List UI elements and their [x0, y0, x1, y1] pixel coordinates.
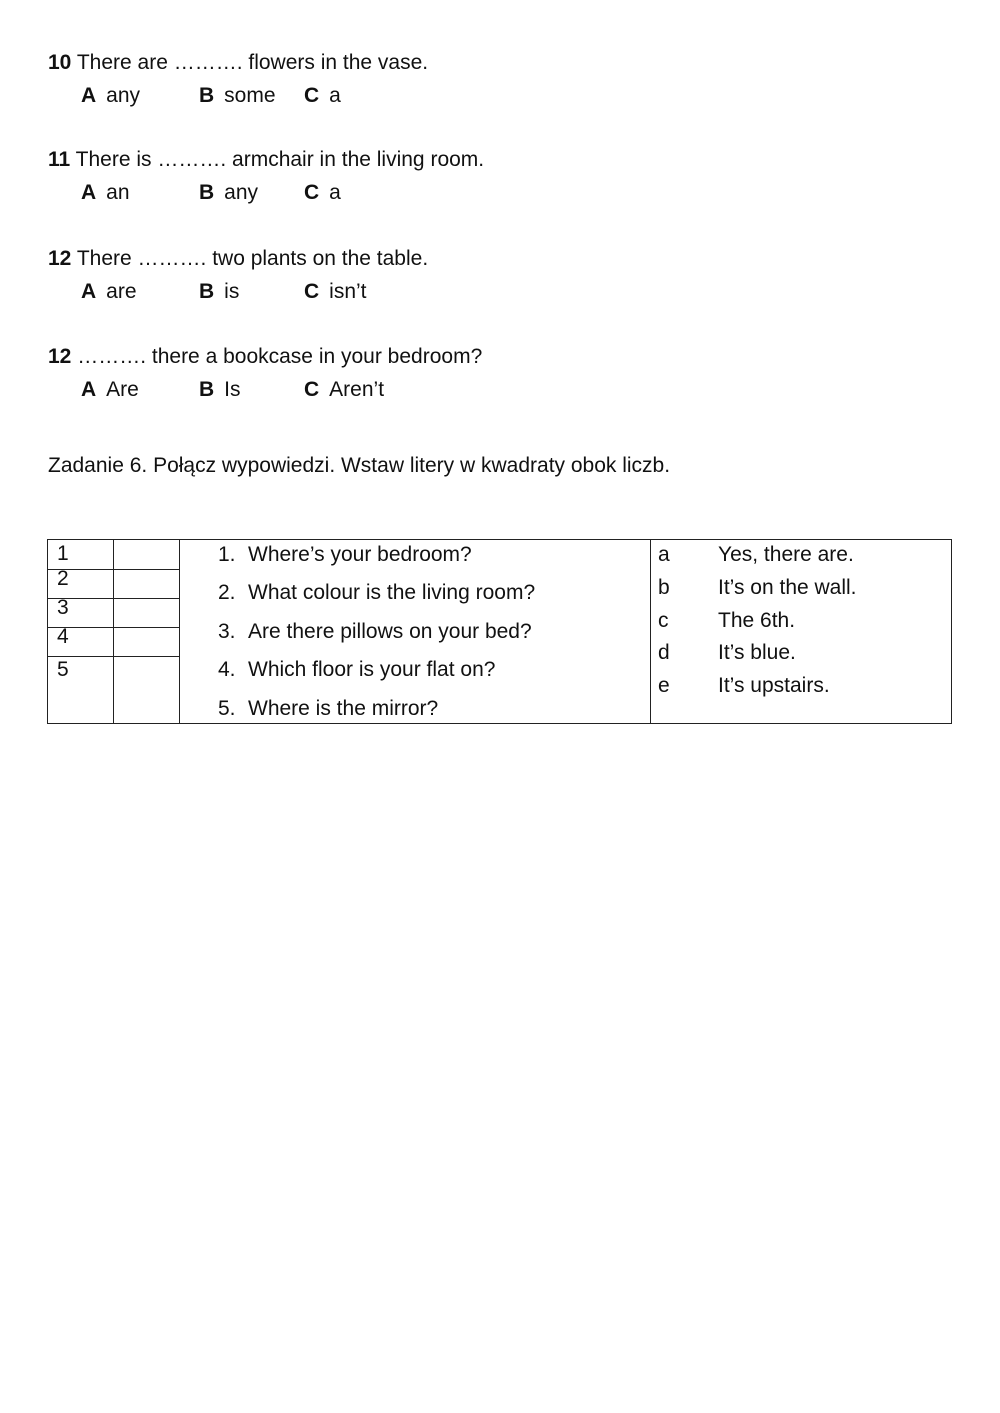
option-a: A Are	[81, 378, 139, 401]
answer-row-3	[48, 596, 179, 628]
question-text: ………. there a bookcase in your bedroom?	[77, 345, 483, 368]
question-12	[48, 247, 428, 271]
list-item: 3. Are there pillows on your bed?	[218, 620, 532, 643]
matching-table: 1 2 3 4 5 1. Where’s your bedroom? 2. What colour is the living room? 3. Are there pillows on your bed? 4. Which floor is your flat on? 5. Where is the mirror? a Yes, there are. b It’s on the wall. c The 6th. d It’s blue. e It’s upstairs.	[47, 539, 952, 724]
answer-row-4	[48, 625, 179, 657]
answer-row-2	[48, 567, 179, 599]
answer-box-4[interactable]	[113, 628, 114, 656]
answer-row-1	[48, 540, 179, 570]
list-item: 2. What colour is the living room?	[218, 581, 536, 604]
question-number: 12	[48, 247, 72, 270]
answer-box-1[interactable]	[113, 540, 114, 569]
question-number: 11	[48, 148, 71, 171]
option-b: B some	[199, 84, 276, 107]
row-number: 4	[57, 625, 69, 648]
option-c: C isn’t	[304, 280, 367, 303]
answer-box-3[interactable]	[113, 599, 114, 627]
question-10	[48, 51, 428, 75]
row-number: 1	[57, 542, 69, 565]
list-item: 4. Which floor is your flat on?	[218, 658, 496, 681]
question-text: There are ………. flowers in the vase.	[76, 51, 429, 74]
option-b: B any	[199, 181, 259, 204]
list-item: 5. Where is the mirror?	[218, 697, 439, 720]
answer-box-5[interactable]	[113, 657, 114, 723]
answer-grid	[48, 540, 179, 723]
task6-instruction: Zadanie 6. Połącz wypowiedzi. Wstaw litery w kwadraty obok liczb.	[48, 454, 671, 477]
column-divider	[650, 540, 651, 723]
answer-box-2[interactable]	[113, 570, 114, 598]
question-text: There is ………. armchair in the living room.	[75, 148, 485, 171]
column-divider	[179, 540, 180, 723]
question-number: 10	[48, 51, 72, 74]
question-11	[48, 148, 484, 172]
row-number: 2	[57, 567, 69, 590]
option-a: A an	[81, 181, 130, 204]
row-number: 3	[57, 596, 69, 619]
option-c: C a	[304, 181, 341, 204]
option-a: A any	[81, 84, 141, 107]
list-item: 1. Where’s your bedroom?	[218, 543, 472, 566]
option-a: A are	[81, 280, 137, 303]
question-number: 12	[48, 345, 72, 368]
option-c: C Aren’t	[304, 378, 385, 401]
question-text: There ………. two plants on the table.	[76, 247, 429, 270]
row-number: 5	[57, 658, 69, 681]
question-12b	[48, 345, 482, 369]
option-b: B Is	[199, 378, 241, 401]
option-c: C a	[304, 84, 341, 107]
option-b: B is	[199, 280, 240, 303]
answer-row-5	[48, 657, 179, 723]
